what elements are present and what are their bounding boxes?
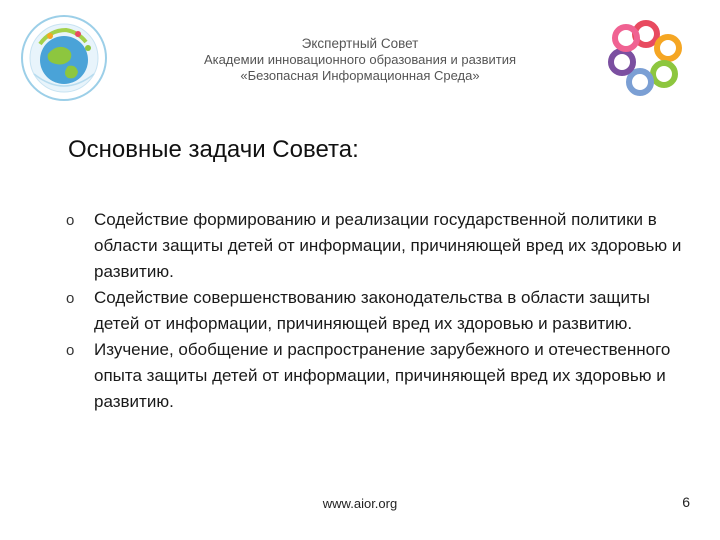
header-line-1: Экспертный Совет — [301, 36, 419, 51]
bullet-marker: o — [66, 212, 75, 229]
list-item-text: Содействие формированию и реализации государственной политики в области защиты детей от информации, причиняющей вред их здоровью и развитию. — [94, 210, 682, 281]
list-item — [66, 337, 686, 415]
globe-emblem-icon — [20, 14, 108, 102]
footer-url: www.aior.org — [322, 496, 398, 511]
list-item — [66, 285, 686, 337]
header-line-2: Академии инновационного образования и развития — [203, 52, 517, 67]
page-number: 6 — [682, 494, 690, 510]
list-item-text: Содействие совершенствованию законодательства в области защиты детей от информации, причиняющей вред их здоровью и развитию. — [94, 288, 650, 333]
list-item-text: Изучение, обобщение и распространение зарубежного и отечественного опыта защиты детей от информации, причиняющей вред их здоровью и развитию. — [94, 340, 671, 411]
header-line-3: «Безопасная Информационная Среда» — [240, 68, 480, 83]
bullet-marker: o — [66, 342, 75, 359]
colored-rings-icon — [604, 16, 688, 100]
bullet-marker: o — [66, 290, 75, 307]
list-item — [66, 207, 686, 285]
header — [150, 36, 570, 84]
slide-title: Основные задачи Совета: — [68, 136, 359, 163]
tasks-list — [66, 207, 686, 415]
